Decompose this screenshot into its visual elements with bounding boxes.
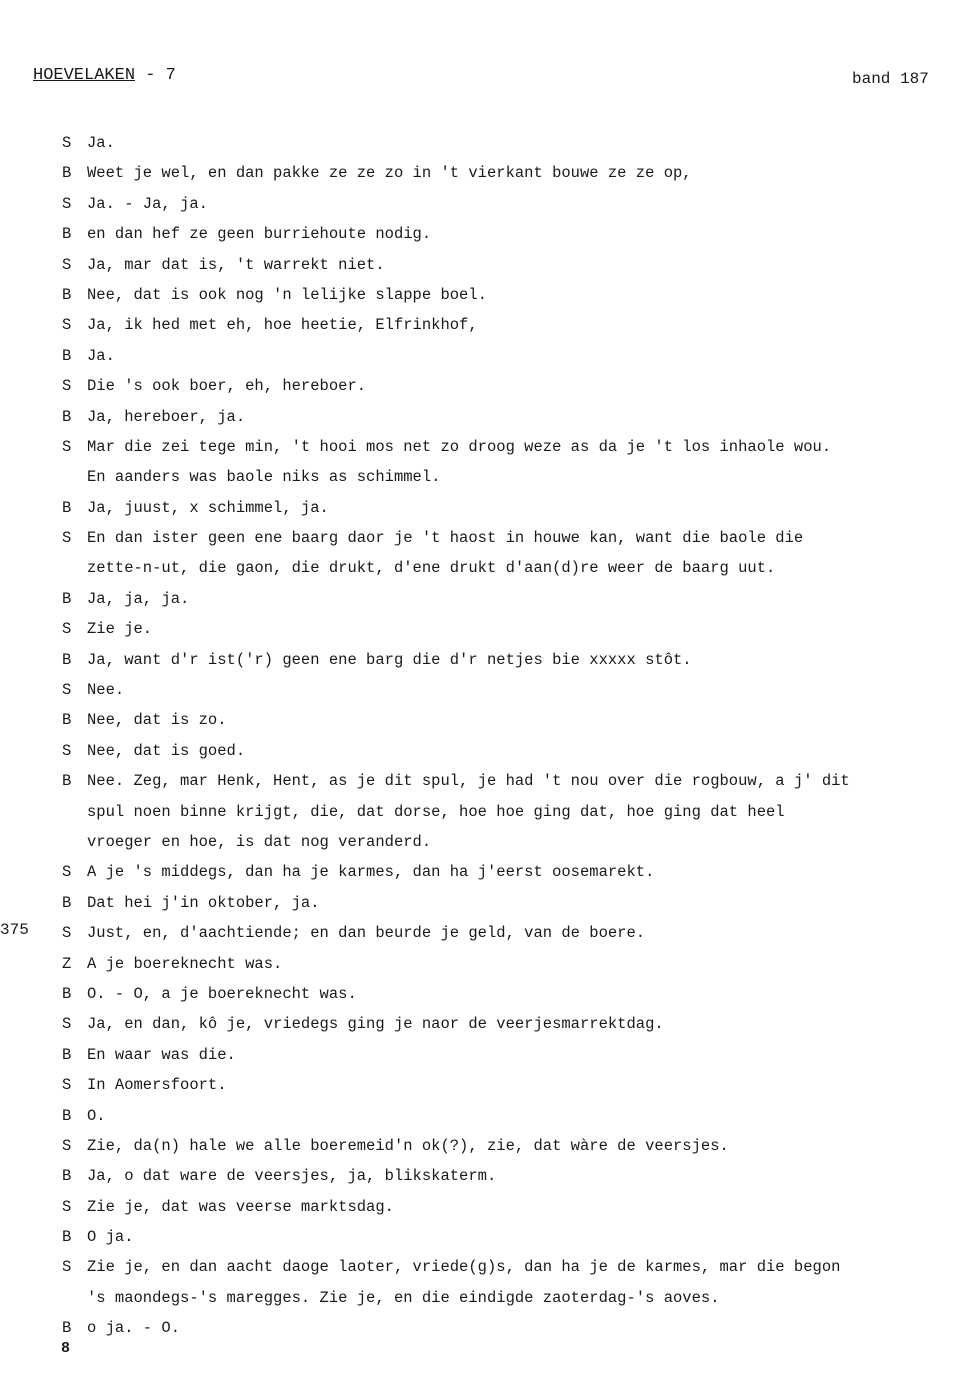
- utterance-text: Die 's ook boer, eh, hereboer.: [87, 377, 367, 396]
- speaker-code: S: [62, 924, 72, 943]
- utterance-text: Mar die zei tege min, 't hooi mos net zo droog weze as da je 't los inhaole wou.: [87, 437, 832, 456]
- dialogue-line: [62, 128, 942, 158]
- speaker-code: B: [62, 164, 72, 183]
- dialogue-line: [62, 310, 942, 340]
- page-header: [33, 66, 176, 85]
- dialogue-line: [62, 766, 942, 796]
- dialogue-line: [62, 189, 942, 219]
- speaker-code: S: [62, 255, 72, 274]
- speaker-code: B: [62, 893, 72, 912]
- speaker-code: S: [62, 681, 72, 700]
- speaker-code: Z: [62, 954, 72, 973]
- utterance-text: O.: [87, 1106, 106, 1125]
- speaker-code: B: [62, 1319, 72, 1338]
- speaker-code: B: [62, 1045, 72, 1064]
- speaker-code: S: [62, 316, 72, 335]
- utterance-text: Zie je, dat was veerse marktsdag.: [87, 1197, 394, 1216]
- place-name: HOEVELAKEN: [33, 66, 136, 85]
- dialogue-line: [62, 1101, 942, 1131]
- dialogue-line: [62, 371, 942, 401]
- utterance-text: Zie, da(n) hale we alle boeremeid'n ok(?), zie, dat wàre de veersjes.: [87, 1136, 729, 1155]
- speaker-code: S: [62, 529, 72, 548]
- utterance-text: In Aomersfoort.: [87, 1076, 227, 1095]
- dialogue-line: [62, 1222, 942, 1252]
- speaker-code: B: [62, 650, 72, 669]
- dialogue-line: [62, 1283, 942, 1313]
- utterance-text: Zie je.: [87, 620, 153, 639]
- dialogue-line: [62, 675, 942, 705]
- dialogue-line: [62, 1070, 942, 1100]
- utterance-text: Nee.: [87, 681, 125, 700]
- utterance-text: zette-n-ut, die gaon, die drukt, d'ene drukt d'aan(d)re weer de baarg uut.: [87, 559, 776, 578]
- utterance-text: en dan hef ze geen burriehoute nodig.: [87, 225, 432, 244]
- utterance-text: Nee, dat is ook nog 'n lelijke slappe boel.: [87, 285, 487, 304]
- dialogue-line: [62, 584, 942, 614]
- dialogue-line: [62, 280, 942, 310]
- dialogue-line: [62, 523, 942, 553]
- utterance-text: spul noen binne krijgt, die, dat dorse, hoe hoe ging dat, hoe ging dat heel: [87, 802, 785, 821]
- dialogue-line: [62, 645, 942, 675]
- speaker-code: B: [62, 407, 72, 426]
- utterance-text: Ja, hereboer, ja.: [87, 407, 246, 426]
- speaker-code: S: [62, 134, 72, 152]
- dialogue-line: [62, 158, 942, 188]
- utterance-text: Ja, want d'r ist('r) geen ene barg die d'r netjes bie xxxxx stôt.: [87, 650, 692, 669]
- margin-counter: 375: [0, 921, 29, 939]
- utterance-text: Ja.: [87, 134, 115, 152]
- utterance-text: Ja, en dan, kô je, vriedegs ging je naor de veerjesmarrektdag.: [87, 1015, 664, 1034]
- dialogue-line: [62, 614, 942, 644]
- dialogue-line: [62, 1192, 942, 1222]
- speaker-code: S: [62, 620, 72, 639]
- page-number: - 7: [135, 66, 176, 85]
- utterance-text: Ja, o dat ware de veersjes, ja, blikskaterm.: [87, 1167, 497, 1186]
- utterance-text: Just, en, d'aachtiende; en dan beurde je geld, van de boere.: [87, 924, 646, 943]
- utterance-text: O. - O, a je boereknecht was.: [87, 984, 357, 1003]
- utterance-text: Ja, juust, x schimmel, ja.: [87, 498, 329, 517]
- utterance-text: En dan ister geen ene baarg daor je 't haost in houwe kan, want die baole die: [87, 529, 804, 548]
- speaker-code: S: [62, 1136, 72, 1155]
- dialogue-line: [62, 918, 942, 948]
- speaker-code: B: [62, 984, 72, 1003]
- dialogue-line: [62, 736, 942, 766]
- speaker-code: B: [62, 498, 72, 517]
- utterance-text: Ja, ja, ja.: [87, 589, 190, 608]
- utterance-text: Weet je wel, en dan pakke ze ze zo in 't vierkant bouwe ze ze op,: [87, 164, 692, 183]
- utterance-text: Zie je, en dan aacht daoge laoter, vriede(g)s, dan ha je de karmes, mar die begon: [87, 1258, 841, 1277]
- utterance-text: Nee, dat is zo.: [87, 711, 227, 730]
- dialogue-line: [62, 827, 942, 857]
- speaker-code: B: [62, 346, 72, 365]
- speaker-code: B: [62, 225, 72, 244]
- speaker-code: S: [62, 863, 72, 882]
- speaker-code: B: [62, 711, 72, 730]
- utterance-text: A je boereknecht was.: [87, 954, 283, 973]
- speaker-code: S: [62, 1015, 72, 1034]
- dialogue-line: [62, 341, 942, 371]
- dialogue-line: [62, 250, 942, 280]
- utterance-text: o ja. - O.: [87, 1319, 181, 1338]
- utterance-text: Ja, mar dat is, 't warrekt niet.: [87, 255, 385, 274]
- speaker-code: B: [62, 772, 72, 791]
- dialogue-line: [62, 493, 942, 523]
- dialogue-line: [62, 402, 942, 432]
- speaker-code: S: [62, 1197, 72, 1216]
- dialogue-line: [62, 949, 942, 979]
- utterance-text: Nee. Zeg, mar Henk, Hent, as je dit spul, je had 't nou over die rogbouw, a j' dit: [87, 772, 850, 791]
- end-mark: 8: [61, 1340, 71, 1357]
- band-number: band 187: [852, 70, 929, 88]
- dialogue-line: [62, 1313, 942, 1343]
- speaker-code: B: [62, 1106, 72, 1125]
- utterance-text: 's maondegs-'s maregges. Zie je, en die eindigde zaoterdag-'s aoves.: [87, 1288, 720, 1307]
- utterance-text: Ja. - Ja, ja.: [87, 194, 208, 213]
- dialogue-line: [62, 857, 942, 887]
- dialogue-line: [62, 979, 942, 1009]
- dialogue-line: [62, 462, 942, 492]
- speaker-code: S: [62, 1258, 72, 1277]
- dialogue-line: [62, 797, 942, 827]
- speaker-code: B: [62, 1228, 72, 1247]
- speaker-code: S: [62, 741, 72, 760]
- dialogue-line: [62, 219, 942, 249]
- utterance-text: O ja.: [87, 1228, 134, 1247]
- utterance-text: Ja.: [87, 346, 115, 365]
- dialogue-line: [62, 553, 942, 583]
- utterance-text: A je 's middegs, dan ha je karmes, dan ha j'eerst oosemarekt.: [87, 863, 655, 882]
- dialogue-line: [62, 888, 942, 918]
- utterance-text: En waar was die.: [87, 1045, 236, 1064]
- speaker-code: B: [62, 589, 72, 608]
- speaker-code: B: [62, 1167, 72, 1186]
- speaker-code: S: [62, 194, 72, 213]
- dialogue-line: [62, 1161, 942, 1191]
- speaker-code: S: [62, 1076, 72, 1095]
- speaker-code: S: [62, 377, 72, 396]
- dialogue-line: [62, 1252, 942, 1282]
- dialogue-line: [62, 705, 942, 735]
- utterance-text: Ja, ik hed met eh, hoe heetie, Elfrinkhof,: [87, 316, 478, 335]
- utterance-text: vroeger en hoe, is dat nog veranderd.: [87, 832, 432, 851]
- utterance-text: Dat hei j'in oktober, ja.: [87, 893, 320, 912]
- dialogue-line: [62, 432, 942, 462]
- dialogue-line: [62, 1009, 942, 1039]
- speaker-code: B: [62, 285, 72, 304]
- utterance-text: Nee, dat is goed.: [87, 741, 246, 760]
- dialogue-line: [62, 1040, 942, 1070]
- dialogue-lines: [62, 128, 942, 1344]
- speaker-code: S: [62, 437, 72, 456]
- dialogue-line: [62, 1131, 942, 1161]
- utterance-text: En aanders was baole niks as schimmel.: [87, 468, 441, 487]
